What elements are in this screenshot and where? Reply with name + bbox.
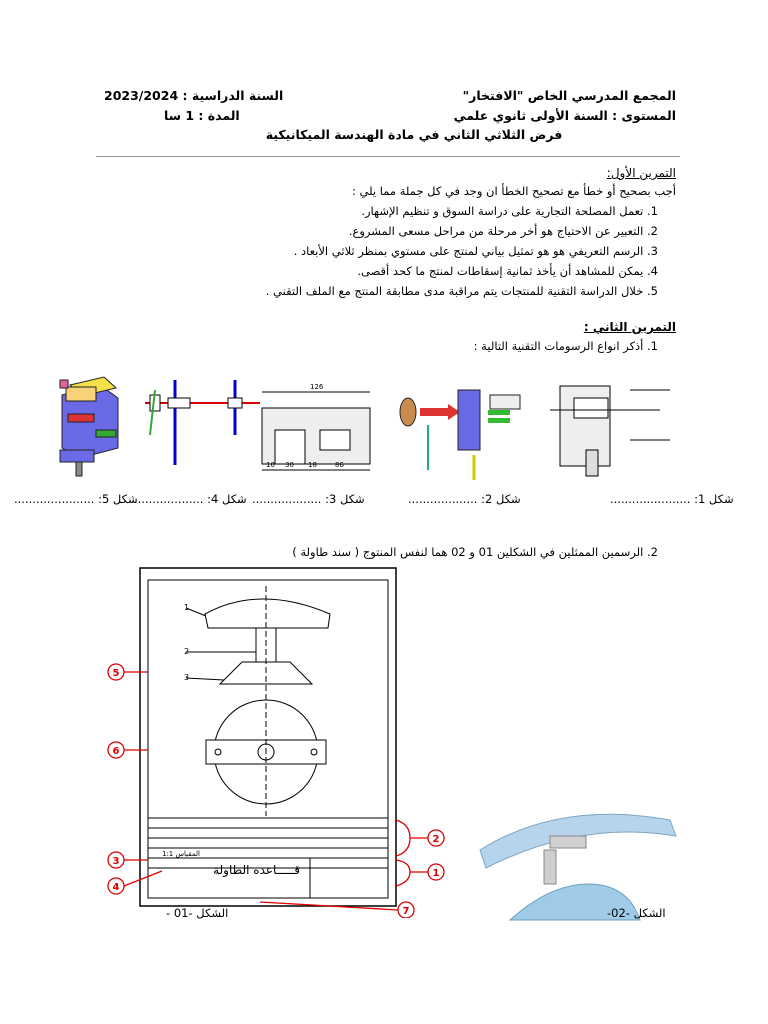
figure-2-exploded-view bbox=[400, 390, 520, 480]
exercise1-title: التمرين الأول: bbox=[606, 166, 676, 180]
part-number-2: 2 bbox=[184, 647, 190, 656]
level: المستوى : السنة الأولى ثانوي علمي bbox=[453, 108, 676, 123]
dimension-bottom: 86 bbox=[335, 461, 344, 469]
figure-3-answer: ................... bbox=[252, 492, 322, 506]
figure-1-label: شكل 1: bbox=[694, 492, 734, 506]
dimension-bottom: 18 bbox=[308, 461, 317, 469]
exercise2-q1: 1. أذكر انواع الرسومات التقنية التالية : bbox=[473, 339, 658, 353]
figure-5-caption bbox=[14, 492, 138, 506]
callout-2: 2 bbox=[432, 834, 440, 845]
exercise1-item: 2. التعبير عن الاحتياج هو أخر مرحلة من مراحل مسعى المشروع. bbox=[348, 224, 658, 238]
exercise1-item: 4. يمكن للمشاهد أن يأخذ ثمانية إسقاطات لمنتج ما كحد أقصى. bbox=[357, 264, 658, 278]
dimension-bottom: 30 bbox=[285, 461, 294, 469]
dimension-bottom: 10 bbox=[266, 461, 275, 469]
figure-3-caption bbox=[252, 492, 365, 506]
callout-4: 4 bbox=[112, 882, 120, 893]
exercise1-item: 3. الرسم التعريفي هو هو تمثيل بياني لمنتج على مستوي بمنظر ثلاثي الأبعاد . bbox=[293, 244, 658, 258]
figure-2-label: شكل 2: bbox=[481, 492, 521, 506]
callout-7: 7 bbox=[402, 906, 410, 917]
figure-3-label: شكل 3: bbox=[325, 492, 365, 506]
exercise1-item: 1. تعمل المصلحة التجارية على دراسة السوق و تنظيم الإشهار. bbox=[361, 204, 658, 218]
header-divider bbox=[96, 156, 680, 157]
figure-1-caption bbox=[610, 492, 734, 506]
figure-2-caption bbox=[408, 492, 521, 506]
figure-2-answer: ................... bbox=[408, 492, 478, 506]
exercise1-instruction: أجب بصحيح أو خطأ مع تصحيح الخطأ ان وجد في كل جملة مما يلي : bbox=[351, 184, 676, 198]
figure-5-isometric bbox=[60, 377, 118, 476]
figure-4-schematic bbox=[145, 380, 260, 465]
title-block-name: قـــــاعدة الطاولة bbox=[213, 863, 300, 877]
school-year bbox=[104, 88, 283, 103]
exercise1-item: 5. خلال الدراسة التقنية للمنتجات يتم مراقبة مدى مطابقة المنتج مع الملف التقني . bbox=[265, 284, 658, 298]
exercise2-title: التمرين الثاني : bbox=[583, 320, 676, 334]
figure-01-label: الشكل -01 - bbox=[166, 906, 229, 920]
callout-5: 5 bbox=[112, 668, 120, 679]
school-year-label: السنة الدراسية : bbox=[182, 88, 284, 103]
part-number-1: 1 bbox=[184, 603, 190, 612]
figure-01-drawing-sheet bbox=[100, 566, 460, 918]
figure-5-label: شكل 5: bbox=[98, 492, 138, 506]
school-name: المجمع المدرسي الخاص "الافتخار" bbox=[462, 88, 676, 103]
figure-4-caption bbox=[134, 492, 247, 506]
duration: المدة : 1 سا bbox=[164, 108, 240, 123]
figure-5-answer: ...................... bbox=[14, 492, 95, 506]
dimension-126: 126 bbox=[310, 383, 324, 391]
page-title: فرض الثلاثي الثاني في مادة الهندسة الميكانيكية bbox=[265, 127, 563, 142]
figure-02-label: الشكل -02- bbox=[607, 906, 666, 920]
figure-4-answer: ................... bbox=[134, 492, 204, 506]
school-year-value: 2023/2024 bbox=[104, 88, 179, 103]
exercise2-q2: 2. الرسمين الممثلين في الشكلين 01 و 02 هما لنفس المنتوج ( سند طاولة ) bbox=[292, 545, 658, 559]
callout-1: 1 bbox=[432, 868, 440, 879]
figures-row bbox=[0, 370, 768, 500]
figure-1-section-view bbox=[550, 386, 670, 476]
part-number-3: 3 bbox=[184, 673, 190, 682]
figure-3-technical-drawing bbox=[262, 383, 370, 470]
callout-6: 6 bbox=[112, 746, 120, 757]
callout-3: 3 bbox=[112, 856, 120, 867]
scale-label: المقياس 1:1 bbox=[162, 850, 200, 858]
figure-1-answer: ...................... bbox=[610, 492, 691, 506]
figure-4-label: شكل 4: bbox=[207, 492, 247, 506]
